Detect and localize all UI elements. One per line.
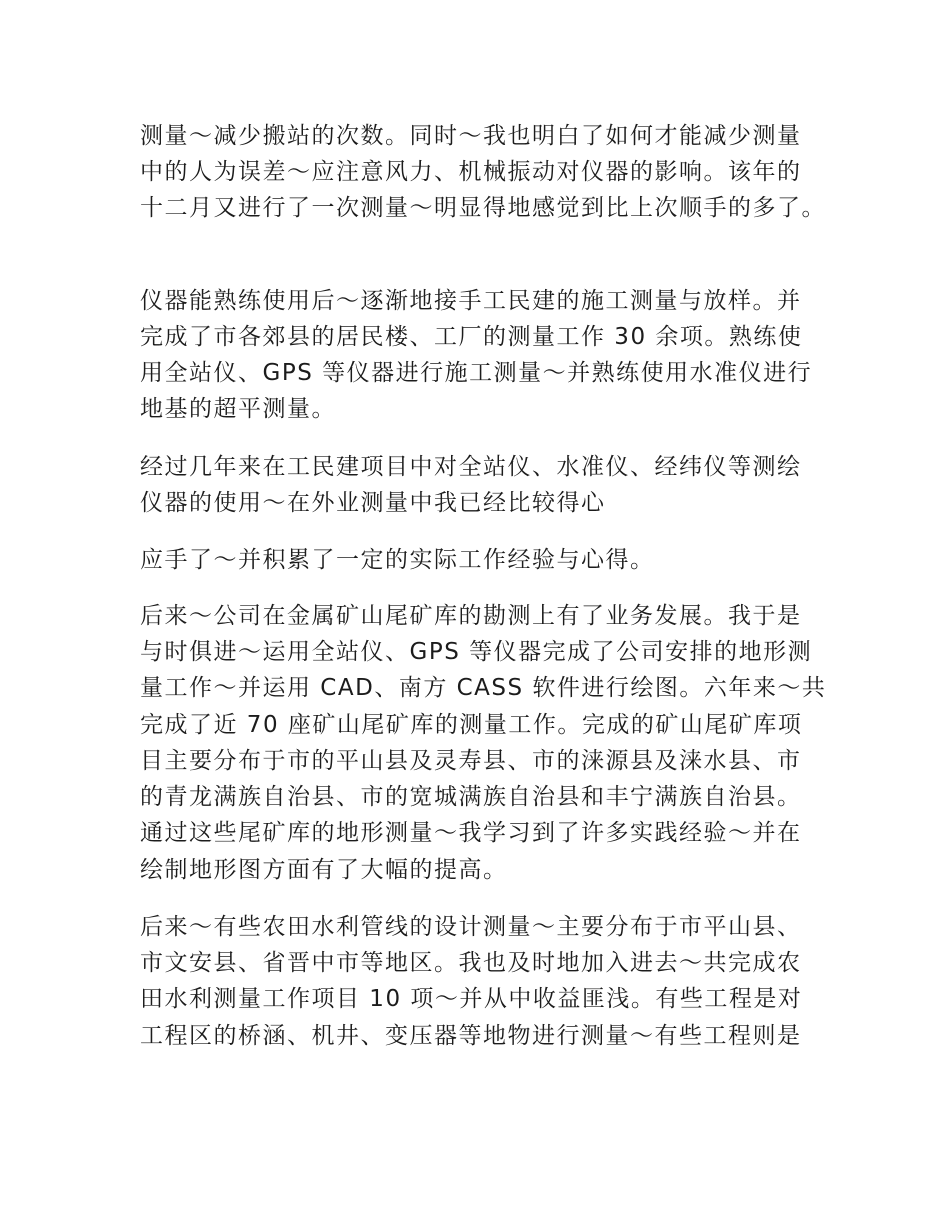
text-line: 用全站仪、GPS 等仪器进行施工测量～并熟练使用水准仪进行 xyxy=(140,360,813,386)
text-line: 完成了近 70 座矿山尾矿库的测量工作。完成的矿山尾矿库项 xyxy=(140,712,803,738)
text-line: 市文安县、省晋中市等地区。我也及时地加入进去～共完成农 xyxy=(140,950,802,976)
text-line: 目主要分布于市的平山县及灵寿县、市的涞源县及涞水县、市 xyxy=(140,748,802,774)
text-line: 的青龙满族自治县、市的宽城满族自治县和丰宁满族自治县。 xyxy=(140,784,802,810)
text-line: 后来～公司在金属矿山尾矿库的勘测上有了业务发展。我于是 xyxy=(140,603,802,629)
text-line: 仪器的使用～在外业测量中我已经比较得心 xyxy=(140,490,606,516)
text-line: 工程区的桥涵、机井、变压器等地物进行测量～有些工程则是 xyxy=(140,1023,802,1049)
text-line: 完成了市各郊县的居民楼、工厂的测量工作 30 余项。熟练使 xyxy=(140,324,803,350)
text-line: 后来～有些农田水利管线的设计测量～主要分布于市平山县、 xyxy=(140,914,802,940)
text-line: 与时俱进～运用全站仪、GPS 等仪器完成了公司安排的地形测 xyxy=(140,639,813,665)
text-line: 绘制地形图方面有了大幅的提高。 xyxy=(140,857,508,883)
text-line: 测量～减少搬站的次数。同时～我也明白了如何才能减少测量 xyxy=(140,123,802,149)
text-line: 中的人为误差～应注意风力、机械振动对仪器的影响。该年的 xyxy=(140,159,802,185)
text-line: 通过这些尾矿库的地形测量～我学习到了许多实践经验～并在 xyxy=(140,820,802,846)
text-line: 应手了～并积累了一定的实际工作经验与心得。 xyxy=(140,547,655,573)
text-line: 量工作～并运用 CAD、南方 CASS 软件进行绘图。六年来～共 xyxy=(140,675,827,701)
text-line: 十二月又进行了一次测量～明显得地感觉到比上次顺手的多了。 xyxy=(140,195,826,221)
text-line: 田水利测量工作项目 10 项～并从中收益匪浅。有些工程是对 xyxy=(140,986,803,1012)
text-line: 地基的超平测量。 xyxy=(140,396,336,422)
text-line: 仪器能熟练使用后～逐渐地接手工民建的施工测量与放样。并 xyxy=(140,288,802,314)
text-line: 经过几年来在工民建项目中对全站仪、水准仪、经纬仪等测绘 xyxy=(140,454,802,480)
